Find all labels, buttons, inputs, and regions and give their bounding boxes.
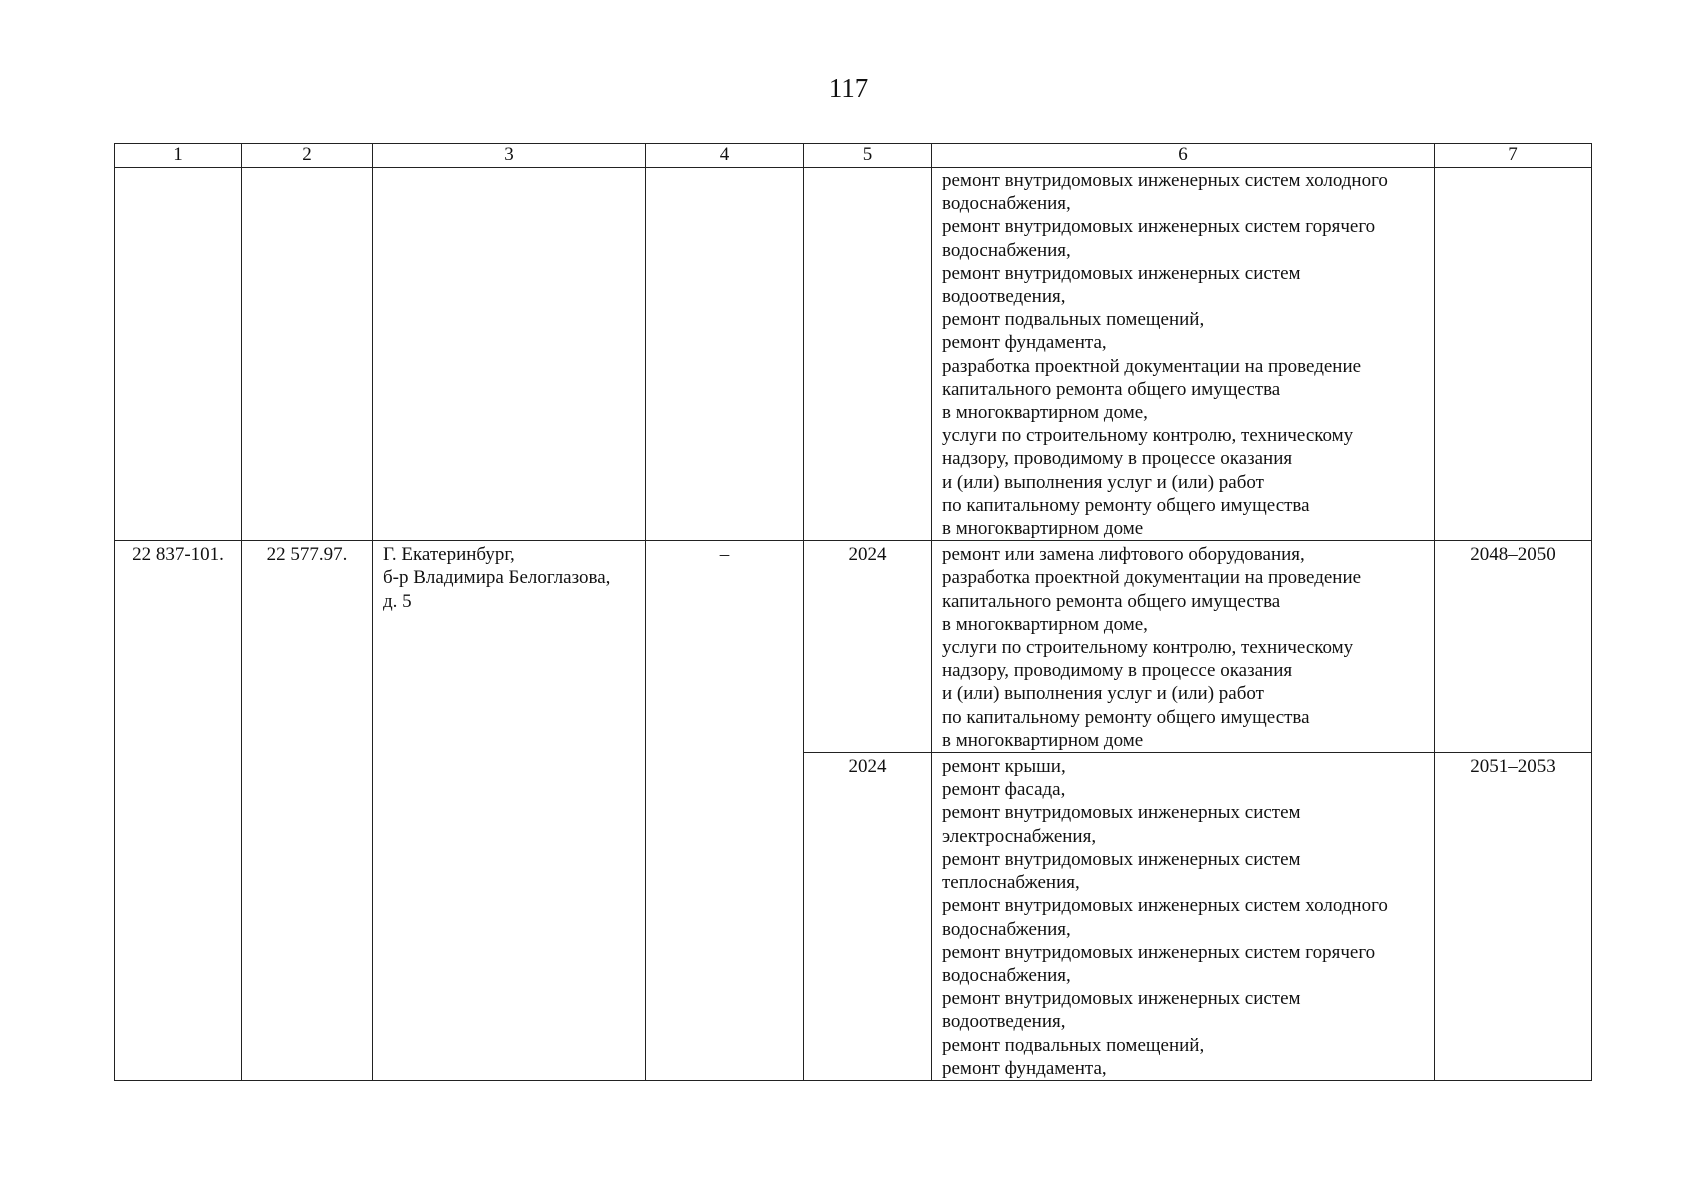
period-cell — [1435, 168, 1592, 541]
period-cell: 2051–2053 — [1435, 753, 1592, 1081]
page-number: 117 — [828, 73, 869, 103]
column-number-7: 7 — [1435, 144, 1592, 168]
column-number-5: 5 — [804, 144, 932, 168]
registry-number-cell — [242, 168, 373, 541]
column-number-1: 1 — [115, 144, 242, 168]
work-types-cell: ремонт крыши, ремонт фасада, ремонт внутридомовых инженерных систем электроснабжения, ремонт внутридомовых инженерных систем теплоснабжения, ремонт внутридомовых инженерных систем холодного водоснабжения, ремонт внутридомовых инженерных систем горячего водоснабжения, ремонт внутридомовых инженерных систем водоотведения, ремонт подвальных помещений, ремонт фундамента, — [932, 753, 1435, 1081]
capital-repair-table — [114, 143, 1592, 1081]
address-cell — [373, 168, 646, 541]
column-number-header-row — [115, 144, 1592, 168]
registry-number-cell: 22 577.97. — [242, 541, 373, 1081]
row-number-cell: 22 837-101. — [115, 541, 242, 1081]
column-number-4: 4 — [646, 144, 804, 168]
column-number-2: 2 — [242, 144, 373, 168]
year-cell: 2024 — [804, 753, 932, 1081]
work-types-cell: ремонт или замена лифтового оборудования, разработка проектной документации на проведение капитального ремонта общего имущества в многоквартирном доме, услуги по строительному контролю, техническому надзору, проводимому в процессе оказания и (или) выполнения услуг и (или) работ по капитальному ремонту общего имущества в многоквартирном доме — [932, 541, 1435, 753]
work-types-cell: ремонт внутридомовых инженерных систем холодного водоснабжения, ремонт внутридомовых инженерных систем горячего водоснабжения, ремонт внутридомовых инженерных систем водоотведения, ремонт подвальных помещений, ремонт фундамента, разработка проектной документации на проведение капитального ремонта общего имущества в многоквартирном доме, услуги по строительному контролю, техническому надзору, проводимому в процессе оказания и (или) выполнения услуг и (или) работ по капитальному ремонту общего имущества в многоквартирном доме — [932, 168, 1435, 541]
year-cell — [804, 168, 932, 541]
column-number-6: 6 — [932, 144, 1435, 168]
row-number-cell — [115, 168, 242, 541]
table-row — [115, 541, 1592, 753]
year-cell: 2024 — [804, 541, 932, 753]
table-row — [115, 168, 1592, 541]
column-4-cell — [646, 168, 804, 541]
column-4-cell: – — [646, 541, 804, 1081]
column-number-3: 3 — [373, 144, 646, 168]
address-cell: Г. Екатеринбург, б-р Владимира Белоглазова, д. 5 — [373, 541, 646, 1081]
period-cell: 2048–2050 — [1435, 541, 1592, 753]
